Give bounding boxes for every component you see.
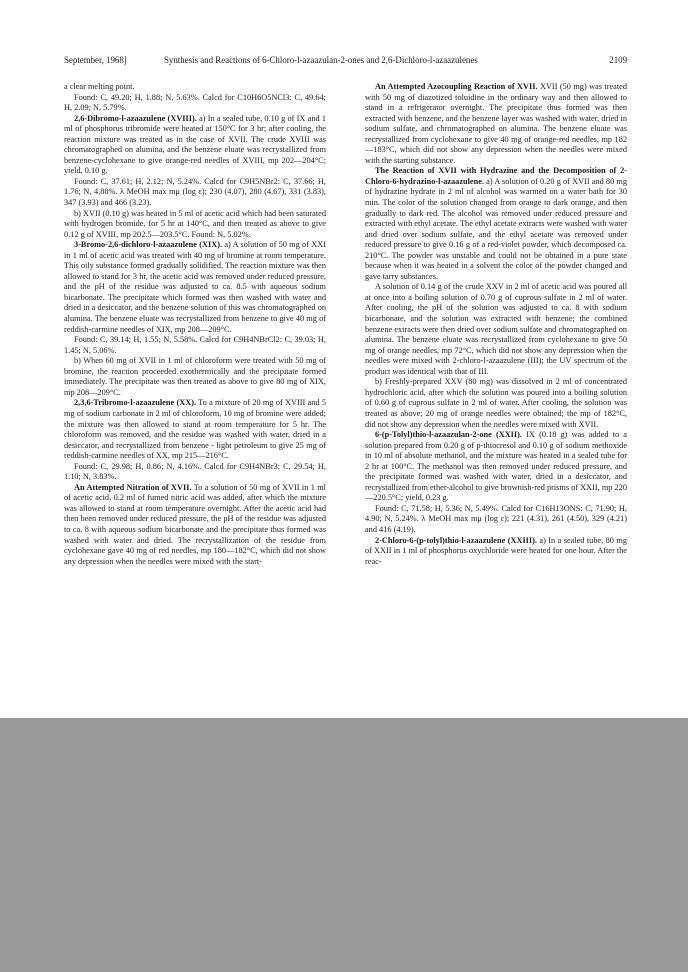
paragraph: b) When 60 mg of XVII in 1 ml of chloroform were treated with 50 mg of bromine, the reaction proceeded exothermically and the precipitate formed immediately. The precipitate was then treated as above to give 80 mg of XIX, mp 208—209°C.	[64, 356, 326, 397]
section-paragraph	[64, 240, 326, 335]
section-paragraph	[365, 536, 627, 568]
header-date: September, 1968]	[64, 55, 127, 65]
section-heading: The Reaction of XVII with Hydrazine and the Decomposition of 2-Chloro-6-hydrazino-l-azaazulene.	[365, 166, 627, 186]
paragraph: b) Freshly-prepared XXV (80 mg) was dissolved in 2 ml of concentrated hydrochloric acid, after which the solution was poured into a boiling solution of 0.60 g of cuprous sulfate in 2 ml of water. After cooling, the solution was treated as above; 20 mg of orange needles were obtained; the mp of 182°C, did not show any depression when the needles were mixed with XVII.	[365, 377, 627, 429]
section-body: To a mixture of 20 mg of XVIII and 5 mg of sodium carbonate in 2 ml of chloroform, 10 mg of bromine were added; the mixture was then allowed to stand at room temperature for 5 hr. The chloroform was removed, and the residue was washed with water, dried in a desiccator, and recrystallized from benzene - light petroleum to give 25 mg of reddish-carmine needles of XX, mp 215—216°C.	[64, 398, 326, 461]
section-paragraph	[365, 430, 627, 504]
section-body: a) A solution of 50 mg of XXI in 1 ml of acetic acid was treated with 40 mg of bromine at room temperature. This oily substance formed gradually solidified. The reaction mixture was then allowed to stand for 3 hr, the acetic acid was removed under reduced pressure, and the pH of the residue was adjusted to ca. 8.5 with aqueous sodium bicarbonate. The precipitate which formed was then washed with water and dried in a desiccator, and the benzene solution of this was chromatographed on alumina. The benzene eluate was recrystallized from benzene to give 40 mg of reddish-carmine needles of XIX, mp 208—209°C.	[64, 240, 326, 334]
analysis-paragraph: Found: C, 37.61; H, 2.12; N, 5.24%. Calcd for C9H5NBr2: C, 37.66; H, 1.76; N, 4.88%. λ MeOH max mμ (log ε); 230 (4.07), 280 (4.67), 331 (3.83), 347 (3.93) and 466 (3.23).	[64, 176, 326, 208]
paragraph: b) XVII (0.10 g) was heated in 5 ml of acetic acid which had been saturated with hydrogen bromide, for 5 hr at 140°C, and then treated as above to give 0.12 g of XVIII, mp 202.5—203.5°C. Found: N, 5.02%.	[64, 208, 326, 239]
section-heading: 2,6-Dibromo-l-azaazulene (XVIII).	[74, 113, 197, 123]
section-body: a) In a sealed tube, 0.10 g of IX and 1 ml of phosphorus tribromide were heated at 150°C for 3 hr; after cooling, the reaction mixture was treated as in the case of XVII. The crude XVIII was chromatographed on alumina, and the benzene eluate was recrystallized from benzene-cyclohexane to give orange-red needles of XVIII, mp 202—204°C; yield, 0.10 g.	[64, 113, 326, 176]
paragraph: a clear melting point.	[64, 82, 135, 91]
analysis-paragraph: Found: C, 71.58; H, 5.36; N, 5.49%. Calcd for C16H13ONS: C, 71.90; H, 4.90; N, 5.24%. λ MeOH max mμ (log ε); 221 (4.31), 261 (4.50), 329 (4.21) and 416 (4.19).	[365, 503, 627, 534]
section-heading: 3-Bromo-2,6-dichloro-l-azaazulene (XIX).	[74, 240, 223, 250]
section-paragraph	[64, 483, 326, 567]
section-body: XVII (50 mg) was treated with 50 mg of diazotized toluidine in the ordinary way and then allowed to stand in a refrigerator overnight. The precipitate thus formed was then extracted with benzene, and the benzene layer was washed with water, dried in sodium sulfate, and chromatographed on alumina. The benzene eluate was recrystallized from cyclohexane to give 40 mg of orange-red needles, mp 182—183°C, which did not show any depression when the needles were mixed with the starting substance.	[365, 82, 627, 165]
scan-bottom-band	[0, 718, 688, 972]
running-header	[64, 53, 627, 67]
section-heading: An Attempted Nitration of XVII.	[74, 482, 192, 492]
section-paragraph	[64, 114, 326, 177]
section-body: To a solution of 50 mg of XVII in 1 ml of acetic acid, 0.2 ml of fumed nitric acid was added, after which the mixture was allowed to stand at room temperature overnight. After the acetic acid had then been removed under reduced pressure, the pH of the residue was adjusted to ca. 8 with aqueous sodium bicarbonate and the precipitate thus formed was washed with water and dried. The recrystallization of the residue from cyclohexane gave 40 mg of red needles, mp 180—182°C, which did not show any depression when the needles were mixed with the start-	[64, 482, 326, 566]
section-paragraph	[365, 82, 627, 166]
section-heading: An Attempted Azocoupling Reaction of XVII.	[375, 82, 538, 91]
paragraph: A solution of 0.14 g of the crude XXV in 2 ml of acetic acid was poured all at once into a boiling solution of 0.70 g of cuprous sulfate in 2 ml of water. After cooling, the pH of the solution was adjusted to ca. 8 with sodium bicarbonate, and the solution was extracted with benzene; the combined benzene extracts were then dried over sodium sulfate and chromatographed on alumina. The benzene eluate was recrystallized from cyclohexane to give 50 mg of orange needles, mp 72°C, which did not show any depression when the needles were mixed with 2-chloro-l-azaazulene (III); the UV spectrum of the product was identical with that of III.	[365, 282, 627, 376]
page-number: 2109	[609, 55, 627, 65]
analysis-paragraph: Found: C, 39.14; H, 1.55; N, 5.58%. Calcd for C9H4NBrCl2: C, 39.03; H, 1.45; N, 5.06%.	[64, 335, 326, 355]
analysis-paragraph: Found: C, 29.98; H, 0.86; N, 4.16%. Calcd for C9H4NBr3: C, 29.54; H, 1.10; N, 3.83%.	[64, 461, 326, 482]
section-paragraph	[365, 166, 627, 282]
section-heading: 6-(p-Tolyl)thio-l-azaazulan-2-one (XXII).	[375, 430, 522, 440]
right-column	[365, 82, 627, 718]
header-title: Synthesis and Reactions of 6-Chloro-l-azaazulan-2-ones and 2,6-Dichloro-l-azaazulenes	[164, 55, 478, 65]
section-paragraph	[64, 398, 326, 461]
section-heading: 2-Chloro-6-(p-tolyl)thio-l-azaazulene (XXIII).	[375, 535, 537, 545]
section-heading: 2,3,6-Tribromo-l-azaazulene (XX).	[74, 398, 197, 408]
section-body: IX (0.18 g) was added to a solution prepared from 0.20 g of p-thiocresol and 0.10 g of sodium methoxide in 10 ml of absolute methanol, and the mixture was heated in a sealed tube for 2 hr at 100°C. The methanol was then removed under reduced pressure, and the precipitate formed was washed with water, dried in a desiccator, and recrystallized from ether-alcohol to give brownish-red prisms of XXII, mp 220—220.5°C; yield, 0.23 g.	[365, 430, 627, 503]
section-body: a) A solution of 0.20 g of XVII and 80 mg of hydrazine hydrate in 2 ml of alcohol was warmed on a water bath for 30 min. The color of the solution changed from orange to dark orange, and then gradually to dark red. The alcohol was removed under reduced pressure and extracted with ethyl acetate. The ethyl acetate extracts were washed with water and dried over sodium sulfate, and the ethyl acetate was removed under reduced pressure to give 0.16 g of a red-violet powder, which decomposed ca. 210°C. The powder was unstable and could not be obtained in a pure state because when it was heated in a solvent the color of the powder changed and gave tarry substances.	[365, 176, 627, 281]
section-body: a) In a sealed tube, 80 mg of XXII in 1 ml of phosphorus oxychloride were heated for one hour. After the reac-	[365, 535, 627, 566]
analysis-paragraph: Found: C, 49.20; H, 1.88; N, 5.63%. Calcd for C10H6O5NCl3: C, 49.64; H, 2.09; N, 5.79%.	[64, 92, 326, 113]
left-column	[64, 82, 326, 718]
